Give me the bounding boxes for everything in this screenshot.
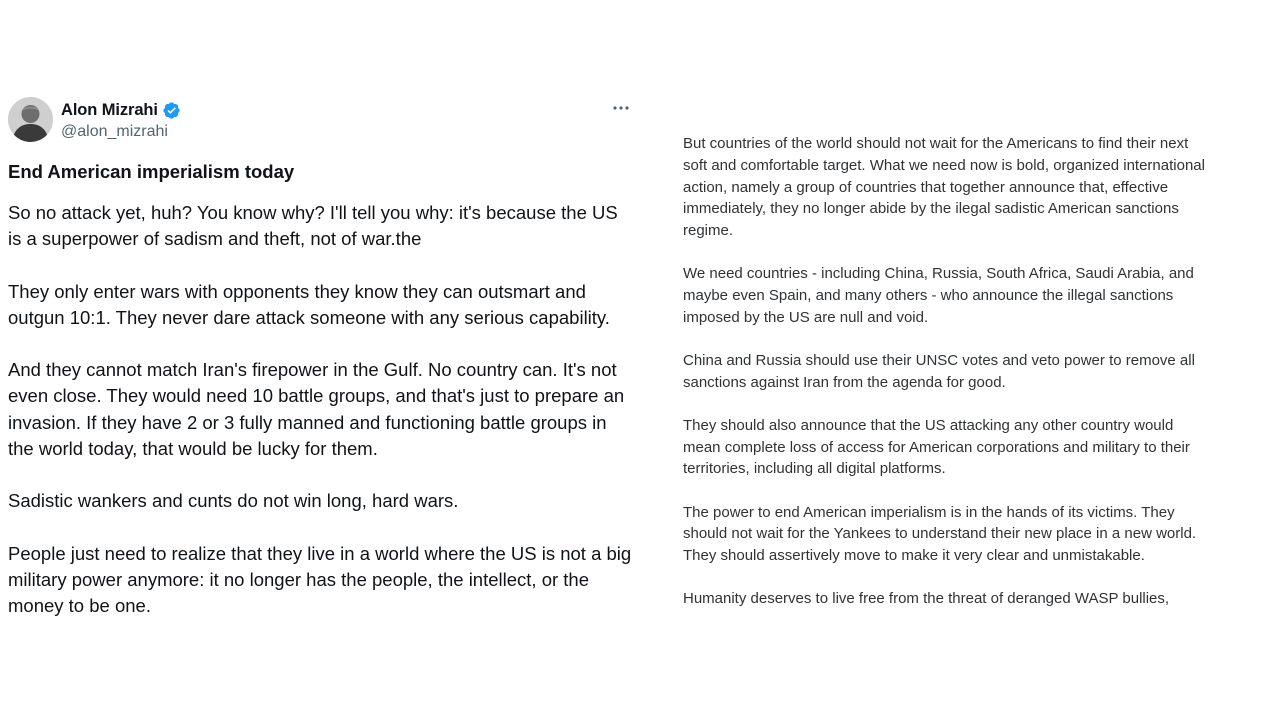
- name-row: [61, 99, 181, 121]
- author-handle[interactable]: @alon_mizrahi: [61, 123, 168, 140]
- continuation-paragraph: But countries of the world should not wait for the Americans to find their next soft and comfortable target. What we need now is bold, organized international action, namely a group of countries that together announce that, effective immediately, they no longer abide by the ilegal sadistic American sanctions regime.: [683, 135, 1205, 240]
- continuation-paragraph: They should also announce that the US attacking any other country would mean complete loss of access for American corporations and military to their territories, including all digital platforms.: [683, 416, 1190, 478]
- continuation-paragraph: Humanity deserves to live free from the threat of deranged WASP bullies,: [683, 590, 1170, 608]
- tweet-body: [8, 200, 634, 620]
- tweet-paragraph: Sadistic wankers and cunts do not win long, hard wars.: [8, 490, 459, 512]
- more-options-icon[interactable]: [612, 99, 630, 117]
- avatar[interactable]: [8, 97, 53, 142]
- continuation-paragraph: We need countries - including China, Russia, South Africa, Saudi Arabia, and maybe even Spain, and many others - who announce the illegal sanctions imposed by the US are null and void.: [683, 265, 1194, 326]
- continuation-paragraph: China and Russia should use their UNSC votes and veto power to remove all sanctions against Iran from the agenda for good.: [683, 351, 1195, 391]
- tweet-paragraph: They only enter wars with opponents they know they can outsmart and outgun 10:1. They never dare attack someone with any serious capability.: [8, 280, 610, 328]
- tweet-header: [8, 95, 634, 143]
- avatar-photo-icon: [8, 97, 53, 142]
- tweet-paragraph: And they cannot match Iran's firepower in the Gulf. No country can. It's not even close. They would need 10 battle groups, and that's just to prepare an invasion. If they have 2 or 3 fully manned and functioning battle groups in the world today, that would be lucky for them.: [8, 359, 625, 460]
- verified-badge-icon: [162, 101, 181, 120]
- author-display-name[interactable]: Alon Mizrahi: [61, 100, 158, 119]
- tweet-paragraph: So no attack yet, huh? You know why? I'll tell you why: it's because the US is a superpower of sadism and theft, not of war.the: [8, 202, 618, 250]
- tweet-title: End American imperialism today: [8, 161, 295, 182]
- continuation-paragraph: The power to end American imperialism is in the hands of its victims. They should not wait for the Yankees to understand their new place in a new world. They should assertively move to make it very clear and unmistakable.: [683, 503, 1197, 565]
- author-block: [61, 99, 181, 141]
- tweet-paragraph: People just need to realize that they live in a world where the US is not a big military power anymore: it no longer has the people, the intellect, or the money to be one.: [8, 542, 632, 617]
- tweet-card: [8, 95, 634, 620]
- tweet-continuation: [683, 133, 1213, 610]
